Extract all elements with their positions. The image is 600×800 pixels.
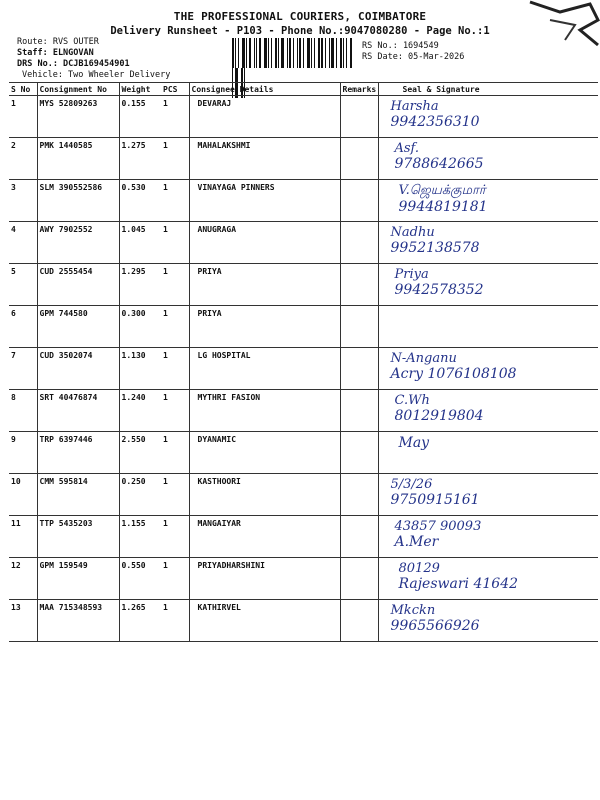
cell-weight: 1.275 (119, 138, 161, 180)
cell-remarks (340, 474, 378, 516)
cell-pcs: 1 (161, 600, 189, 642)
barcode-bar (321, 38, 323, 68)
cell-remarks (340, 516, 378, 558)
cell-consignment: CUD 2555454 (37, 264, 119, 306)
cell-weight: 1.240 (119, 390, 161, 432)
barcode-bar (311, 38, 312, 68)
barcode-bar (331, 38, 334, 68)
cell-consignee: PRIYA (189, 306, 340, 348)
cell-consignment: MAA 715348593 (37, 600, 119, 642)
cell-signature (378, 600, 598, 642)
vehicle-label: Vehicle: Two Wheeler Delivery (22, 70, 171, 80)
barcode-bar (340, 38, 342, 68)
cell-sno: 1 (9, 96, 37, 138)
handwritten-signature (381, 141, 597, 172)
cell-signature (378, 180, 598, 222)
barcode-bar (343, 38, 344, 68)
cell-remarks (340, 390, 378, 432)
cell-consignee: PRIYADHARSHINI (189, 558, 340, 600)
cell-consignment: CMM 595814 (37, 474, 119, 516)
cell-pcs: 1 (161, 390, 189, 432)
cell-consignment: TTP 5435203 (37, 516, 119, 558)
rs-number: RS No.: 1694549 (362, 41, 439, 51)
cell-consignment: SLM 390552586 (37, 180, 119, 222)
cell-weight: 1.045 (119, 222, 161, 264)
barcode-bar (314, 38, 315, 68)
barcode-bar (235, 38, 236, 68)
cell-pcs: 1 (161, 180, 189, 222)
signature-line-1: Asf. (394, 141, 420, 156)
cell-pcs: 1 (161, 516, 189, 558)
cell-consignee: KATHIRVEL (189, 600, 340, 642)
signature-line-2: 8012919804 (394, 408, 484, 424)
table-row (9, 558, 598, 600)
cell-pcs: 1 (161, 264, 189, 306)
cell-remarks (340, 600, 378, 642)
cell-remarks (340, 180, 378, 222)
staff-label: Staff: ELNGOVAN (17, 48, 94, 58)
signature-line-1: Nadhu (390, 225, 435, 240)
signature-line-2: A.Mer (394, 534, 439, 550)
barcode-bar (303, 38, 304, 68)
barcode-bar (246, 38, 247, 68)
cell-consignee: LG HOSPITAL (189, 348, 340, 390)
handwritten-signature (381, 225, 597, 256)
signature-line-2: 9788642665 (394, 156, 484, 172)
cell-weight: 0.550 (119, 558, 161, 600)
cell-consignee: MANGAIYAR (189, 516, 340, 558)
cell-sno: 10 (9, 474, 37, 516)
barcode-bar (249, 38, 251, 68)
cell-consignment: CUD 3502074 (37, 348, 119, 390)
cell-signature (378, 348, 598, 390)
rs-date: RS Date: 05-Mar-2026 (362, 52, 465, 62)
col-sno: S No (9, 83, 37, 96)
table-row (9, 306, 598, 348)
cell-remarks (340, 138, 378, 180)
cell-sno: 7 (9, 348, 37, 390)
barcode-bar (293, 38, 294, 68)
barcode-bar (287, 38, 288, 68)
barcode-bar (307, 38, 310, 68)
table-row (9, 222, 598, 264)
cell-sno: 4 (9, 222, 37, 264)
cell-consignee: ANUGRAGA (189, 222, 340, 264)
cell-weight: 2.550 (119, 432, 161, 474)
cell-consignment: MYS 52809263 (37, 96, 119, 138)
cell-sno: 3 (9, 180, 37, 222)
cell-consignee: DYANAMIC (189, 432, 340, 474)
cell-sno: 13 (9, 600, 37, 642)
col-pcs: PCS (161, 83, 189, 96)
handwritten-signature (381, 603, 597, 634)
cell-consignee: KASTHOORI (189, 474, 340, 516)
cell-pcs: 1 (161, 96, 189, 138)
cell-sno: 11 (9, 516, 37, 558)
barcode-bar (336, 38, 337, 68)
handwritten-signature (381, 519, 597, 550)
handwritten-signature (381, 477, 597, 508)
cell-consignee: PRIYA (189, 264, 340, 306)
table-row (9, 432, 598, 474)
cell-pcs: 1 (161, 474, 189, 516)
signature-line-2: 9750915161 (390, 492, 480, 508)
drs-number: DRS No.: DCJB169454901 (17, 59, 130, 69)
cell-remarks (340, 222, 378, 264)
cell-pcs: 1 (161, 348, 189, 390)
cell-sno: 9 (9, 432, 37, 474)
cell-remarks (340, 264, 378, 306)
table-row (9, 180, 598, 222)
cell-pcs: 1 (161, 222, 189, 264)
cell-signature (378, 432, 598, 474)
cell-weight: 0.300 (119, 306, 161, 348)
signature-line-2: 9942356310 (390, 114, 480, 130)
barcode-bar (264, 38, 267, 68)
cell-pcs: 1 (161, 306, 189, 348)
col-signature: Seal & Signature (378, 83, 598, 96)
barcode-bar (318, 38, 320, 68)
col-weight: Weight (119, 83, 161, 96)
cell-pcs: 1 (161, 558, 189, 600)
barcode-bar (259, 38, 261, 68)
cell-signature (378, 138, 598, 180)
cell-weight: 1.130 (119, 348, 161, 390)
col-remarks: Remarks (340, 83, 378, 96)
cell-weight: 0.530 (119, 180, 161, 222)
barcode-bar (289, 38, 291, 68)
table-row (9, 390, 598, 432)
barcode-bar (254, 38, 255, 68)
cell-signature (378, 96, 598, 138)
cell-signature (378, 264, 598, 306)
signature-line-1: 43857 90093 (394, 519, 482, 534)
cell-pcs: 1 (161, 138, 189, 180)
signature-line-2: Acry 1076108108 (390, 366, 517, 382)
handwritten-signature (381, 183, 597, 215)
cell-weight: 0.250 (119, 474, 161, 516)
barcode-bar (350, 38, 352, 68)
cell-signature (378, 474, 598, 516)
cell-signature (378, 390, 598, 432)
cell-remarks (340, 306, 378, 348)
signature-line-2: Rajeswari 41642 (398, 576, 519, 592)
handwritten-signature (381, 561, 597, 592)
barcode-bar (281, 38, 284, 68)
signature-line-1: 80129 (398, 561, 440, 576)
runsheet-subtitle: Delivery Runsheet - P103 - Phone No.:9047080280 - Page No.:1 (110, 25, 490, 37)
signature-line-2: 9944819181 (398, 199, 488, 215)
table-row (9, 600, 598, 642)
table-row (9, 96, 598, 138)
barcode-bar (297, 38, 298, 68)
signature-line-1: Mkckn (390, 603, 436, 618)
signature-line-1: Priya (394, 267, 429, 282)
barcode-bar (329, 38, 330, 68)
signature-line-2: May (398, 435, 430, 451)
table-row (9, 474, 598, 516)
cell-consignee: DEVARAJ (189, 96, 340, 138)
cell-consignment: PMK 1440585 (37, 138, 119, 180)
cell-pcs: 1 (161, 432, 189, 474)
barcode-bar (232, 38, 234, 68)
signature-line-1: C.Wh (394, 393, 430, 408)
barcode (232, 38, 354, 68)
cell-weight: 1.265 (119, 600, 161, 642)
handwritten-signature (381, 99, 597, 130)
signature-line-1: N-Anganu (390, 351, 457, 366)
cell-consignee: MYTHRI FASION (189, 390, 340, 432)
cell-consignment: AWY 7902552 (37, 222, 119, 264)
signature-line-1: V.ஜெயக்குமார் (398, 183, 486, 198)
barcode-bar (238, 38, 239, 68)
table-header-row (9, 83, 598, 96)
cell-weight: 1.155 (119, 516, 161, 558)
signature-line-1: Harsha (390, 99, 439, 114)
cell-sno: 8 (9, 390, 37, 432)
barcode-bar (271, 38, 272, 68)
cell-remarks (340, 432, 378, 474)
signature-line-2: 9942578352 (394, 282, 484, 298)
handwritten-signature (381, 267, 597, 298)
cell-sno: 6 (9, 306, 37, 348)
cell-signature (378, 516, 598, 558)
cell-remarks (340, 558, 378, 600)
handwritten-signature (381, 393, 597, 424)
handwritten-signature (381, 435, 597, 451)
signature-line-1: 5/3/26 (390, 477, 433, 492)
cell-sno: 2 (9, 138, 37, 180)
cell-sno: 5 (9, 264, 37, 306)
table-row (9, 348, 598, 390)
cell-consignee: VINAYAGA PINNERS (189, 180, 340, 222)
cell-consignment: GPM 744580 (37, 306, 119, 348)
cell-signature (378, 558, 598, 600)
cell-consignment: GPM 159549 (37, 558, 119, 600)
barcode-bar (242, 38, 245, 68)
cell-consignment: TRP 6397446 (37, 432, 119, 474)
handwritten-signature (381, 351, 597, 382)
signature-line-2: 9965566926 (390, 618, 480, 634)
cell-weight: 0.155 (119, 96, 161, 138)
cell-remarks (340, 96, 378, 138)
barcode-bar (346, 38, 347, 68)
company-title: THE PROFESSIONAL COURIERS, COIMBATORE (173, 10, 427, 23)
barcode-bar (268, 38, 269, 68)
runsheet-table (9, 82, 598, 642)
route-label: Route: RVS OUTER (17, 37, 99, 47)
table-row (9, 516, 598, 558)
barcode-bar (256, 38, 257, 68)
cell-remarks (340, 348, 378, 390)
table-row (9, 264, 598, 306)
barcode-bar (278, 38, 279, 68)
cell-consignment: SRT 40476874 (37, 390, 119, 432)
cell-weight: 1.295 (119, 264, 161, 306)
table-row (9, 138, 598, 180)
cell-signature (378, 306, 598, 348)
barcode-bar (325, 38, 326, 68)
barcode-bar (299, 38, 301, 68)
cell-consignee: MAHALAKSHMI (189, 138, 340, 180)
signature-line-2: 9952138578 (390, 240, 480, 256)
barcode-bar (275, 38, 277, 68)
cell-signature (378, 222, 598, 264)
col-consignment: Consignment No (37, 83, 119, 96)
cell-sno: 12 (9, 558, 37, 600)
col-consignee: Consignee Details (189, 83, 340, 96)
